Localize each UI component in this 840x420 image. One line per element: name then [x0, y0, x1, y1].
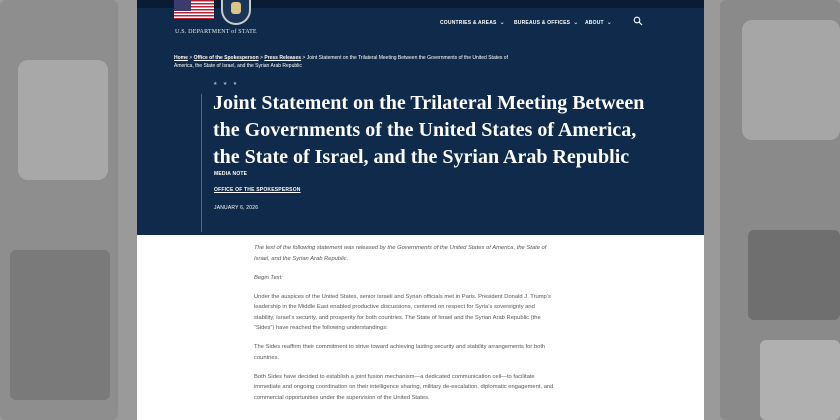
article-type: MEDIA NOTE [214, 171, 248, 177]
department-wordmark[interactable]: U.S. DEPARTMENT of STATE [175, 29, 257, 35]
breadcrumb-current: Joint Statement on the Trilateral Meeting Between the Governments of the United States of America, the State of Israel, and the Syrian Arab Republic [174, 55, 508, 69]
browser-page [137, 0, 704, 420]
backdrop-right-panel-lower [760, 340, 840, 420]
breadcrumb-home-link[interactable]: Home [174, 55, 188, 61]
breadcrumb-spokesperson-link[interactable]: Office of the Spokesperson [193, 55, 259, 61]
backdrop-right-panel [742, 20, 840, 140]
nav-label: BUREAUS & OFFICES [514, 20, 571, 26]
hero-banner [137, 0, 704, 235]
begin-text-label: Begin Text: [254, 274, 283, 281]
chevron-down-icon: ⌄ [606, 20, 613, 26]
breadcrumb-separator: > [189, 55, 193, 61]
breadcrumb-separator: > [302, 55, 306, 61]
nav-bureaus-offices[interactable] [514, 19, 578, 26]
body-paragraph: The Sides reaffirm their commitment to strive toward achieving lasting security and stability arrangements for both countries. [254, 344, 546, 361]
nav-countries-areas[interactable] [440, 19, 505, 26]
state-dept-seal-icon[interactable] [221, 0, 251, 25]
backdrop-left-panel [18, 60, 108, 180]
vertical-rule [201, 94, 202, 232]
intro-paragraph: The text of the following statement was released by the Governments of the United States of America, the State of Israel, and the Syrian Arab Republic. [254, 245, 547, 262]
us-flag-icon [174, 0, 214, 19]
nav-label: ABOUT [585, 20, 604, 26]
stars-decoration: ★ ★ ★ [213, 81, 240, 87]
breadcrumb-press-releases-link[interactable]: Press Releases [264, 55, 302, 61]
body-paragraph: Both Sides have decided to establish a joint fusion mechanism—a dedicated communication cell—to facilitate immediate and ongoing coordination on their intelligence sharing, military de-escalation, diplomatic engagement, and commercial opportunities under the supervision of the United States. [254, 373, 554, 401]
nav-label: COUNTRIES & AREAS [440, 20, 497, 26]
office-link[interactable]: OFFICE OF THE SPOKESPERSON [214, 187, 301, 193]
chevron-down-icon: ⌄ [499, 20, 505, 26]
chevron-down-icon: ⌄ [573, 20, 579, 26]
page-title: Joint Statement on the Trilateral Meeting Between the Governments of the United States of America, the State of Israel, and the Syrian Arab Republic [213, 92, 645, 168]
breadcrumb-separator: > [260, 55, 263, 61]
search-icon[interactable] [633, 16, 643, 26]
nav-about[interactable] [585, 19, 612, 26]
body-paragraph: Under the auspices of the United States, senior Israeli and Syrian officials met in Paris. President Donald J. Trump’s leadership in the Middle East enabled productive discussions, centered on respect for Syria’s sovereignty and stability, Israel’s security, and prosperity for both countries. The State of Israel and the Syrian Arab Republic (the “Sides”) have reached the following understandings: [254, 293, 551, 331]
breadcrumb [174, 54, 514, 70]
backdrop-left-panel-lower [10, 250, 110, 400]
backdrop-right-panel-mid [748, 230, 840, 320]
article-body [254, 243, 554, 412]
publish-date: JANUARY 6, 2026 [214, 205, 259, 211]
